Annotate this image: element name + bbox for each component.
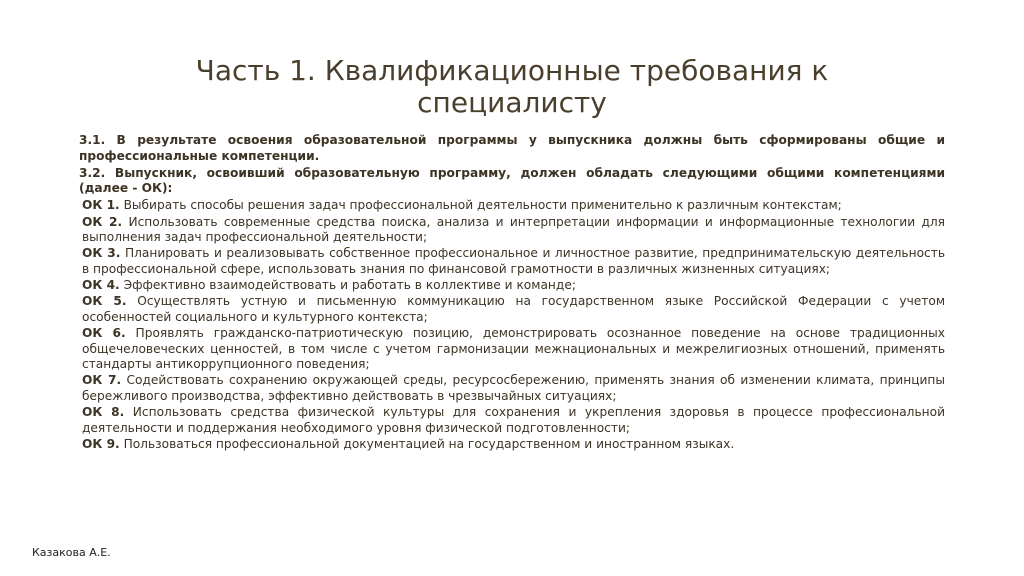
competency-item [79, 326, 945, 373]
competency-text: Проявлять гражданско-патриотическую позицию, демонстрировать осознанное поведение на основе традиционных общечеловеческих ценностей, в том числе с учетом гармонизации межнациональных и межрелигиозных отношений, применять стандарты антикоррупционного поведения; [82, 326, 945, 372]
competency-item [79, 294, 945, 325]
paragraph-3-2: 3.2. Выпускник, освоивший образовательную программу, должен обладать следующими общими компетенциями (далее - ОК): [79, 165, 945, 196]
paragraph-3-1: 3.1. В результате освоения образовательной программы у выпускника должны быть сформированы общие и профессиональные компетенции. [79, 133, 945, 163]
slide-title: Часть 1. Квалификационные требования к специалисту [195, 54, 829, 119]
competency-text: Планировать и реализовывать собственное профессиональное и личностное развитие, предпринимательскую деятельность в профессиональной сфере, использовать знания по финансовой грамотности в различных жизненных ситуациях; [82, 246, 946, 276]
slide-content [79, 133, 945, 453]
author-name: Казакова А.Е. [32, 546, 111, 559]
competency-item [79, 405, 945, 436]
competency-item [79, 246, 945, 277]
competency-code: ОК 6. [82, 326, 126, 341]
competency-item [79, 215, 945, 246]
competency-code: ОК 1. [82, 198, 120, 213]
competency-text: Пользоваться профессиональной документацией на государственном и иностранном языках. [123, 437, 735, 452]
competency-item [79, 437, 945, 453]
competency-code: ОК 9. [82, 437, 120, 452]
competency-text: Выбирать способы решения задач профессиональной деятельности применительно к различным контекстам; [123, 198, 842, 213]
competency-text: Использовать средства физической культуры для сохранения и укрепления здоровья в процессе профессиональной деятельности и поддержания необходимого уровня физической подготовленности; [82, 405, 945, 435]
competency-code: ОК 8. [82, 405, 125, 420]
competency-item [79, 198, 945, 214]
competency-code: ОК 4. [82, 278, 120, 293]
competency-code: ОК 5. [82, 294, 127, 309]
competency-text: Использовать современные средства поиска, анализа и интерпретации информации и информационные технологии для выполнения задач профессиональной деятельности; [82, 214, 945, 245]
competency-text: Эффективно взаимодействовать и работать в коллективе и команде; [123, 278, 576, 293]
competency-text: Осуществлять устную и письменную коммуникацию на государственном языке Российской Федерации с учетом особенностей социального и культурного контекста; [82, 294, 946, 324]
competency-text: Содействовать сохранению окружающей среды, ресурсосбережению, применять знания об изменении климата, принципы бережливого производства, эффективно действовать в чрезвычайных ситуациях; [82, 373, 946, 404]
competency-code: ОК 3. [82, 246, 121, 261]
competency-code: ОК 2. [82, 214, 123, 229]
competency-item [79, 373, 945, 404]
competency-code: ОК 7. [82, 373, 122, 388]
competency-item [79, 278, 945, 294]
